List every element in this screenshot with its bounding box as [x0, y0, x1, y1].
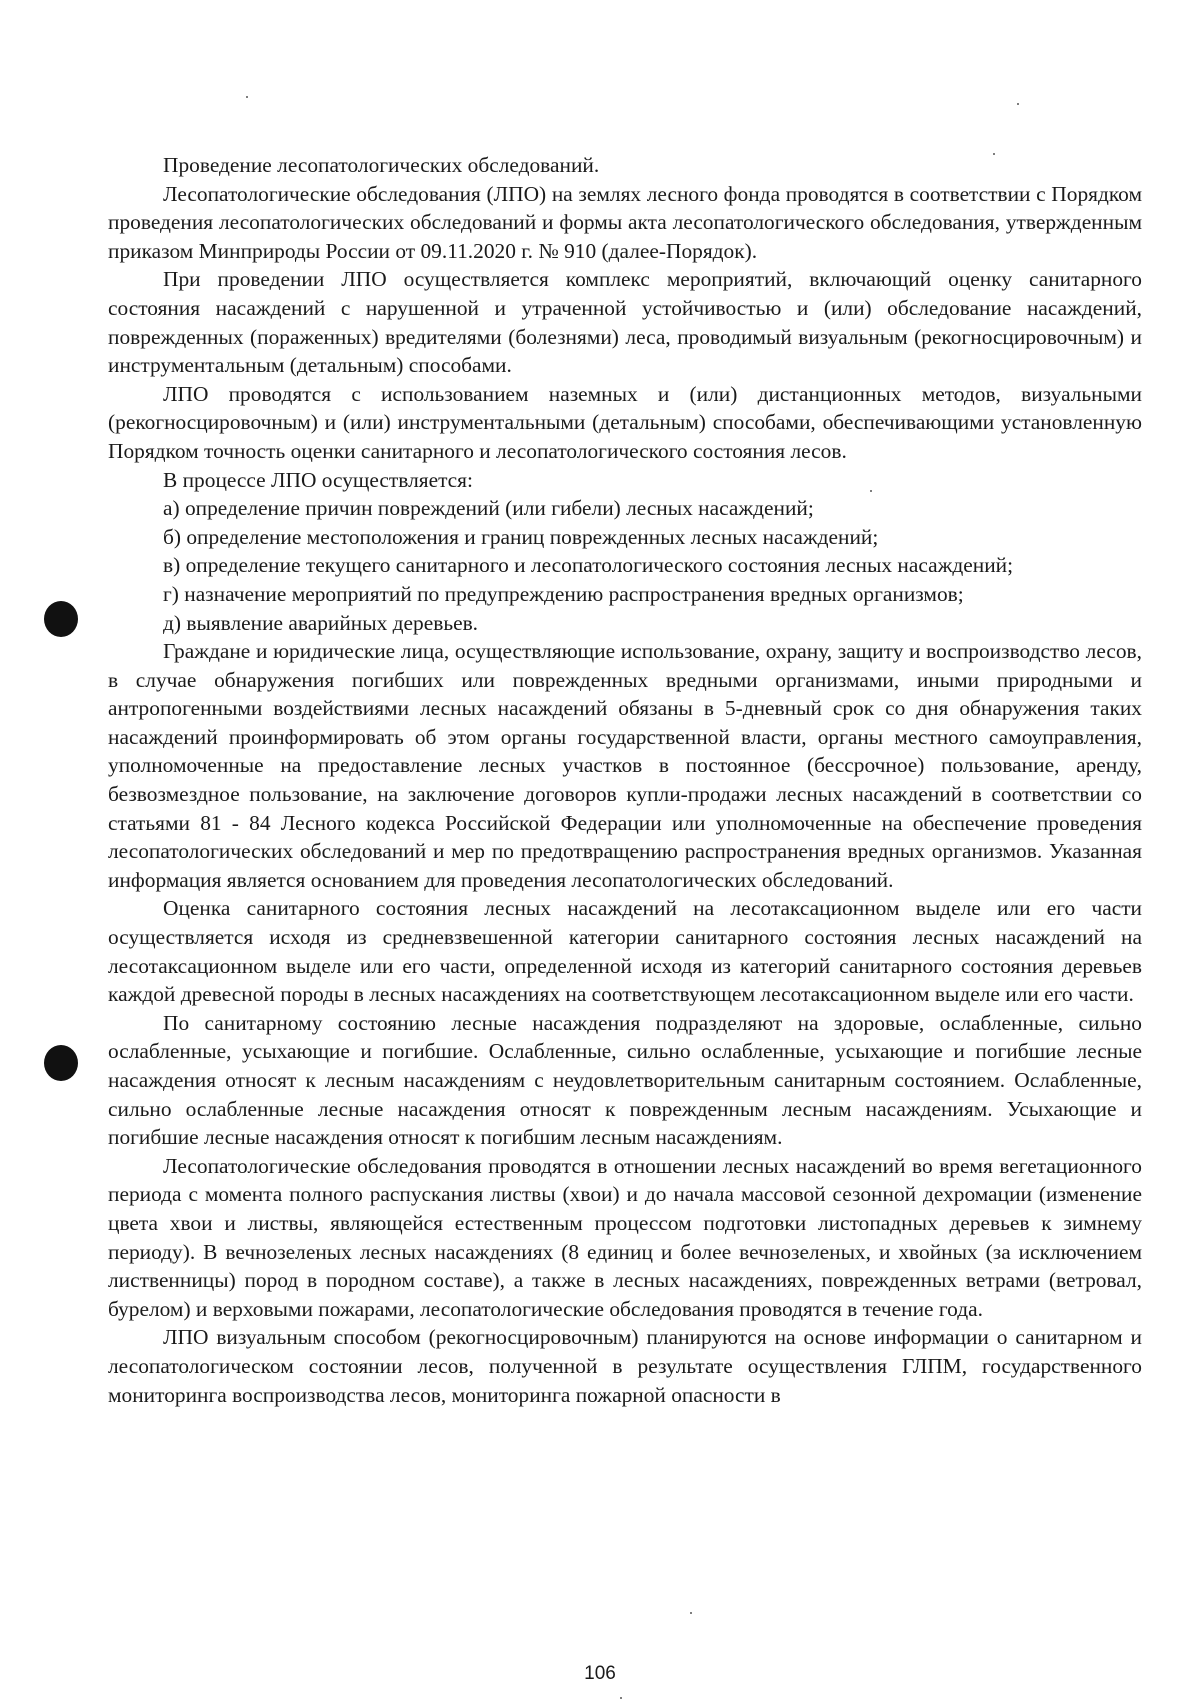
paragraph: Лесопатологические обследования (ЛПО) на землях лесного фонда проводятся в соответствии с Порядком проведения лесопатологических обследований и формы акта лесопатологического обследования, утвержденным приказом Минприроды России от 09.11.2020 г. № 910 (далее-Порядок). — [108, 181, 1142, 263]
list-item: д) выявление аварийных деревьев. — [163, 610, 479, 635]
document-body — [108, 151, 1142, 1409]
scan-speck — [620, 1697, 622, 1699]
list-item: б) определение местоположения и границ поврежденных лесных насаждений; — [163, 524, 879, 549]
paragraph: Граждане и юридические лица, осуществляющие использование, охрану, защиту и воспроизводство лесов, в случае обнаружения погибших или поврежденных вредными организмами, иными природными и антропогенными воздействиями лесных насаждений обязаны в 5-дневный срок со дня обнаружения таких насаждений проинформировать об этом органы государственной власти, органы местного самоуправления, уполномоченные на предоставление лесных участков в постоянное (бессрочное) пользование, аренду, безвозмездное пользование, на заключение договоров купли-продажи лесных насаждений в соответствии со статьями 81 - 84 Лесного кодекса Российской Федерации или уполномоченные на обеспечение проведения лесопатологических обследований и мер по предотвращению распространения вредных организмов. Указанная информация является основанием для проведения лесопатологических обследований. — [108, 639, 1142, 892]
punch-hole-bottom — [44, 1045, 78, 1081]
page-number: 106 — [584, 1663, 616, 1684]
paragraph: При проведении ЛПО осуществляется комплекс мероприятий, включающий оценку санитарного состояния насаждений с нарушенной и утраченной устойчивостью и (или) обследование насаждений, поврежденных (пораженных) вредителями (болезнями) леса, проводимый визуальным (рекогносцировочным) и инструментальным (детальным) способами. — [108, 267, 1142, 378]
paragraph: ЛПО проводятся с использованием наземных и (или) дистанционных методов, визуальными (рекогносцировочным) и (или) инструментальными (детальным) способами, обеспечивающими установленную Порядком точность оценки санитарного и лесопатологического состояния лесов. — [108, 381, 1142, 463]
scan-speck — [246, 96, 248, 98]
paragraph: ЛПО визуальным способом (рекогносцировочным) планируются на основе информации о санитарном и лесопатологическом состоянии лесов, полученной в результате осуществления ГЛПМ, государственного мониторинга воспроизводства лесов, мониторинга пожарной опасности в — [108, 1325, 1142, 1407]
list-item: а) определение причин повреждений (или гибели) лесных насаждений; — [163, 496, 814, 521]
paragraph: По санитарному состоянию лесные насаждения подразделяют на здоровые, ослабленные, сильно ослабленные, усыхающие и погибшие. Ослабленные, сильно ослабленные, усыхающие и погибшие лесные насаждения относят к лесным насаждениям с неудовлетворительным санитарным состоянием. Ослабленные, сильно ослабленные лесные насаждения относят к поврежденным лесным насаждениям. Усыхающие и погибшие лесные насаждения относят к погибшим лесным насаждениям. — [108, 1010, 1142, 1150]
list-item: г) назначение мероприятий по предупреждению распространения вредных организмов; — [163, 581, 964, 606]
list-item: в) определение текущего санитарного и лесопатологического состояния лесных насаждений; — [163, 553, 1014, 578]
punch-hole-top — [44, 601, 78, 637]
paragraph: Лесопатологические обследования проводятся в отношении лесных насаждений во время вегетационного периода с момента полного распускания листвы (хвои) и до начала массовой сезонной дехромации (изменение цвета хвои и листвы, являющейся естественным процессом подготовки листопадных деревьев к зимнему периоду). В вечнозеленых лесных насаждениях (8 единиц и более вечнозеленых, и хвойных (за исключением лиственницы) пород в породном составе), а также в лесных насаждениях, поврежденных ветрами (ветровал, бурелом) и верховыми пожарами, лесопатологические обследования проводятся в течение года. — [108, 1153, 1142, 1321]
scan-speck — [690, 1612, 692, 1614]
paragraph: Оценка санитарного состояния лесных насаждений на лесотаксационном выделе или его части осуществляется исходя из средневзвешенной категории санитарного состояния лесных насаждений на лесотаксационном выделе или его части, определенной исходя из категорий санитарного состояния деревьев каждой древесной породы в лесных насаждениях на соответствующем лесотаксационном выделе или его части. — [108, 896, 1142, 1007]
paragraph: В процессе ЛПО осуществляется: — [163, 467, 473, 492]
section-heading: Проведение лесопатологических обследований. — [163, 153, 600, 177]
scan-speck — [1017, 103, 1019, 105]
